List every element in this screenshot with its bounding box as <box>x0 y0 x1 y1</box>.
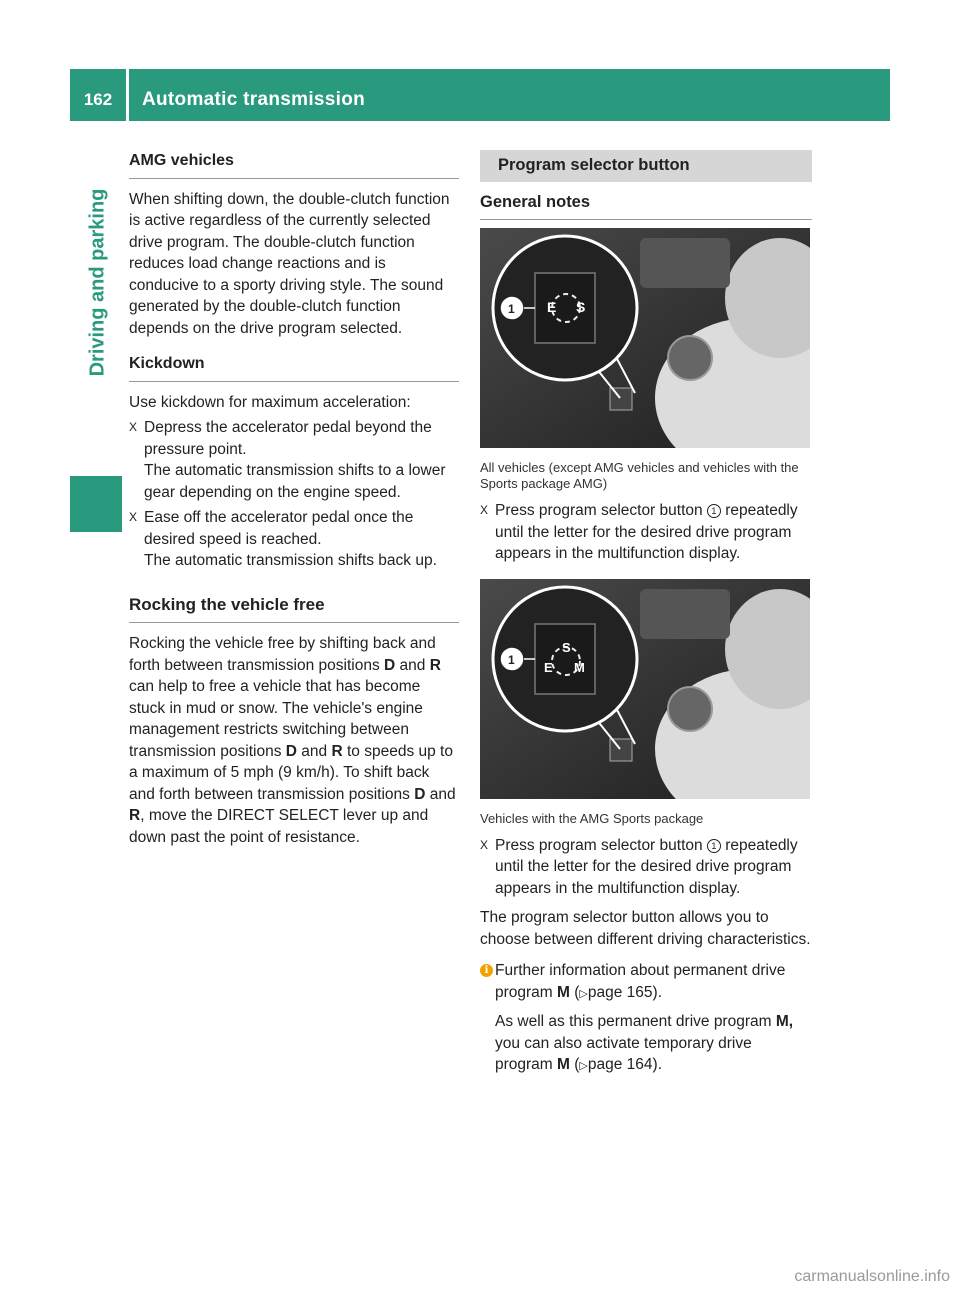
kickdown-step-1 <box>129 417 459 503</box>
photo2-label-m: M <box>574 659 585 675</box>
page-title: Automatic transmission <box>142 89 366 110</box>
section-band-title: Program selector button <box>480 150 812 182</box>
rocking-heading: Rocking the vehicle free <box>129 594 459 624</box>
selector-step-1-text: Press program selector button 1 repeatedly until the letter for the desired drive program appears in the multifunction display. <box>495 502 798 562</box>
amg-heading: AMG vehicles <box>129 150 459 179</box>
page-ref-link[interactable]: page 165 <box>587 983 653 1001</box>
section-tab <box>70 121 122 481</box>
left-column <box>129 150 459 848</box>
amg-paragraph: When shifting down, the double-clutch function is active regardless of the currently selected drive program. The double-clutch function reduces load change reactions and is conducive to a sporty driving style. The sound generated by the double-clutch function depends on the drive program selected. <box>129 190 450 337</box>
section-tab-marker <box>70 476 122 532</box>
callout-1-icon: 1 <box>707 839 721 853</box>
step-1-text: Depress the accelerator pedal beyond the pressure point. <box>144 419 432 458</box>
summary-paragraph: The program selector button allows you to choose between different driving characteristics. <box>480 909 811 948</box>
step-2-result: The automatic transmission shifts back up. <box>144 552 437 569</box>
photo2-label-s: S <box>562 639 571 655</box>
header-divider <box>126 69 129 121</box>
kickdown-intro: Use kickdown for maximum acceleration: <box>129 393 411 411</box>
kickdown-heading: Kickdown <box>129 353 459 382</box>
section-tab-label: Driving and parking <box>86 188 109 377</box>
info-note <box>480 960 812 1078</box>
photo1-label-e: E <box>547 299 557 315</box>
rocking-paragraph: Rocking the vehicle free by shifting back and forth between transmission positions D and R can help to free a vehicle that has become stuck in mud or snow. The vehicle's engine management restricts switching between transmission positions D and R to speeds up to a maximum of 5 mph (9 km/h). To shift back and forth between transmission positions D and R, move the DIRECT SELECT lever up and down past the point of resistance. <box>129 635 456 846</box>
info-text-2: As well as this permanent drive program M, you can also activate temporary drive program M (▷page 164). <box>495 1013 794 1073</box>
photo2-callout-number: 1 <box>508 652 515 667</box>
callout-1-icon: 1 <box>707 504 721 518</box>
watermark: carmanualsonline.info <box>794 1268 950 1285</box>
step-2-text: Ease off the accelerator pedal once the desired speed is reached. <box>144 509 414 548</box>
photo1-code: P27.60-2147-31 <box>728 426 800 438</box>
info-text-1: Further information about permanent drive program M (▷page 165). <box>495 962 786 1001</box>
right-column <box>480 150 812 1078</box>
general-notes-heading: General notes <box>480 192 812 221</box>
selector-step-2 <box>480 835 812 900</box>
info-icon: i <box>480 964 493 977</box>
step-arrow-icon: X <box>480 503 489 517</box>
kickdown-step-2 <box>129 507 459 572</box>
step-1-result: The automatic transmission shifts to a lower gear depending on the engine speed. <box>144 462 446 501</box>
photo2-caption: Vehicles with the AMG Sports package <box>480 810 704 826</box>
photo2-code: P27.60-2148-31 <box>728 777 800 788</box>
step-arrow-icon: X <box>129 510 138 524</box>
selector-step-1 <box>480 500 812 565</box>
selector-step-2-text: Press program selector button 1 repeatedly until the letter for the desired drive program appears in the multifunction display. <box>495 836 798 897</box>
photo2-label-e: E <box>544 659 553 675</box>
step-arrow-icon: X <box>480 837 489 852</box>
step-arrow-icon: X <box>129 420 138 434</box>
photo1-callout-number: 1 <box>508 302 515 316</box>
page-ref-link[interactable]: page 164 <box>587 1056 653 1073</box>
photo1-label-s: S <box>576 299 586 315</box>
page-ref-icon: ▷ <box>579 987 588 1000</box>
page-number: 162 <box>83 90 113 109</box>
selector-photo-2 <box>480 579 810 799</box>
photo1-caption: All vehicles (except AMG vehicles and vehicles with the Sports package AMG) <box>480 460 799 491</box>
page-ref-icon: ▷ <box>579 1060 588 1072</box>
selector-photo-1 <box>480 228 810 448</box>
